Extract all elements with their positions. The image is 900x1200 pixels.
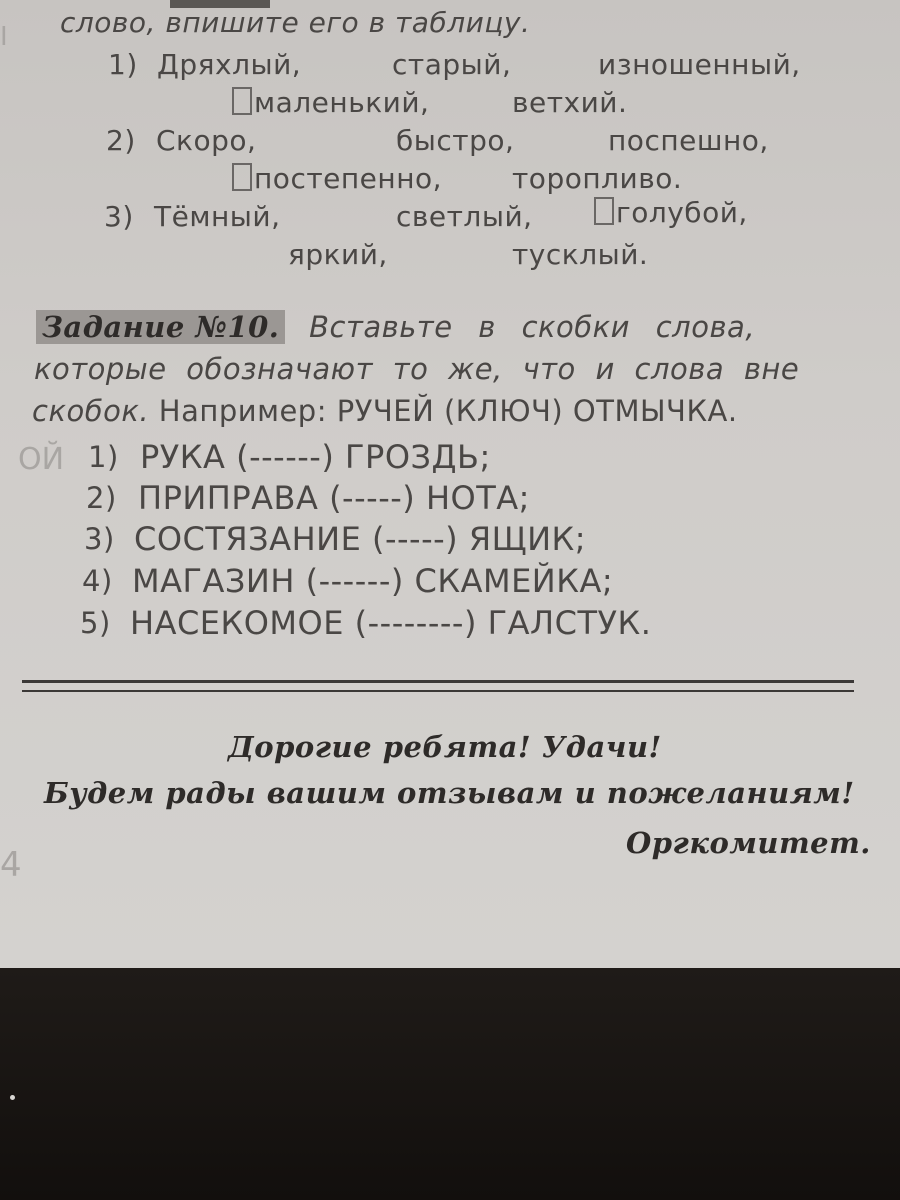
divider-line-top (22, 680, 854, 683)
task10-item-5-text: НАСЕКОМОЕ (--------) ГАЛСТУК. (130, 604, 652, 642)
task10-item-3-text: СОСТЯЗАНИЕ (-----) ЯЩИК; (134, 520, 586, 558)
closing-feedback: Будем рады вашим отзывам и пожеланиям! (44, 776, 855, 810)
task9-item-3-number: 3) (104, 200, 134, 233)
margin-mark-top: I (0, 22, 8, 52)
light-speck (10, 1095, 15, 1100)
task9-item-1-word-4: маленький, (254, 86, 430, 119)
task9-item-2-word-5: торопливо. (512, 162, 683, 195)
task10-instruction-3 (32, 394, 738, 428)
task9-item-2-word-3: поспешно, (608, 124, 769, 157)
task10-instruction-3-italic: скобок. (32, 394, 150, 428)
task9-item-1-word-2: старый, (392, 48, 512, 81)
task10-item-4-text: МАГАЗИН (------) СКАМЕЙКА; (132, 562, 614, 600)
closing-greeting: Дорогие ребята! Удачи! (228, 730, 662, 764)
task9-item-1-word-3: изношенный, (598, 48, 801, 81)
task9-item-3-word-3-row (594, 196, 748, 229)
margin-mark-middle: ОЙ (18, 442, 65, 477)
task9-item-3-word-5: тусклый. (512, 238, 649, 271)
task10-item-3-number: 3) (84, 522, 115, 556)
task10-instruction-2: которые обозначают то же, что и слова вне (34, 352, 800, 386)
signature: Оргкомитет. (626, 826, 871, 860)
task10-item-4-number: 4) (82, 564, 113, 598)
task10-item-1-number: 1) (88, 440, 119, 474)
task9-item-1-word-5: ветхий. (512, 86, 628, 119)
task9-item-1-word-4-row (232, 86, 429, 119)
task10-item-2-text: ПРИПРАВА (-----) НОТА; (138, 479, 530, 517)
answer-box (232, 87, 252, 115)
task10-line-1 (36, 310, 755, 344)
task9-item-3-word-2: светлый, (396, 200, 533, 233)
task9-item-2-word-2: быстро, (396, 124, 515, 157)
task10-item-5-number: 5) (80, 606, 111, 640)
task9-item-3-word-3: голубой, (616, 196, 748, 229)
answer-box (594, 197, 614, 225)
task9-item-1-word-1: Дряхлый, (157, 48, 302, 81)
task10-item-1-text: РУКА (------) ГРОЗДЬ; (140, 438, 491, 476)
task10-item-2-number: 2) (86, 481, 117, 515)
task9-item-3-word-1: Тёмный, (154, 200, 281, 233)
task9-item-2-number: 2) (106, 124, 136, 157)
task9-intro-tail: слово, впишите его в таблицу. (60, 6, 531, 39)
task10-heading: Задание №10. (36, 310, 285, 344)
dark-background (0, 968, 900, 1200)
task9-item-1-number: 1) (108, 48, 138, 81)
task10-example: Например: РУЧЕЙ (КЛЮЧ) ОТМЫЧКА. (158, 394, 738, 428)
task9-item-2-word-4: постепенно, (254, 162, 443, 195)
task9-item-3-word-4: яркий, (288, 238, 388, 271)
answer-box (232, 163, 252, 191)
task9-item-2-word-1: Скоро, (156, 124, 257, 157)
task9-item-2-word-4-row (232, 162, 442, 195)
margin-mark-bottom: 4 (0, 845, 22, 885)
task10-instruction-1: Вставьте в скобки слова, (309, 310, 756, 344)
divider-line-bottom (22, 690, 854, 692)
